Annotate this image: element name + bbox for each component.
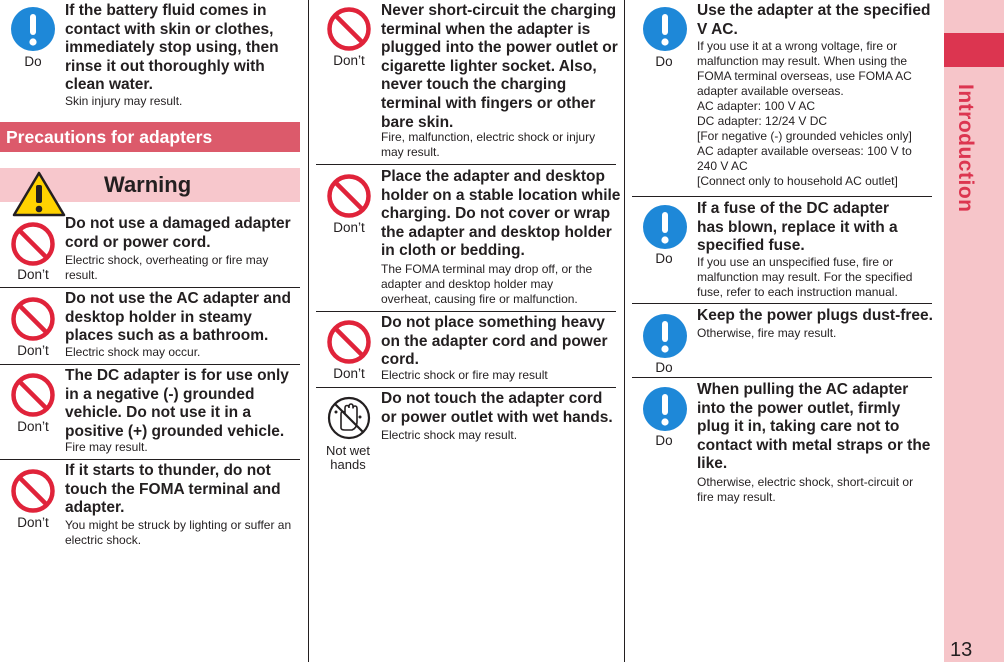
item-title: The DC adapter is for use only in a negative (-) grounded vehicle. Do not use it in a positive (+) grounded vehicle.	[65, 367, 289, 440]
item-title: Keep the power plugs dust-free.	[697, 307, 933, 324]
do-icon	[642, 313, 688, 359]
do-icon	[642, 6, 688, 52]
dont-label: Don’t	[17, 267, 49, 282]
do-label: Do	[655, 251, 673, 266]
prohibited-icon	[10, 372, 56, 418]
divider	[0, 459, 300, 460]
prohibited-icon	[326, 173, 372, 219]
side-tab-label: Introduction	[954, 84, 977, 213]
dont-label: Don’t	[17, 515, 49, 530]
item-body: Otherwise, fire may result.	[697, 326, 837, 340]
do-icon	[642, 386, 688, 432]
do-label: Do	[655, 54, 673, 69]
item-body: Electric shock may result.	[381, 428, 518, 442]
item-title: Place the adapter and desktop holder on a stable location while charging. Do not cover or wrap the adapter and desktop holder in cloth or bedding.	[381, 168, 621, 260]
item-title: If a fuse of the DC adapter has blown, replace it with a specified fuse.	[697, 200, 898, 255]
item-body: Electric shock, overheating or fire may result.	[65, 253, 269, 282]
item-title: Do not place something heavy on the adapter cord and power cord.	[381, 314, 608, 369]
item-body: Electric shock or fire may result	[381, 368, 548, 382]
item-body: If you use an unspecified fuse, fire or malfunction may result. For the specified fuse, refer to each instruction manual.	[697, 255, 913, 299]
warning-triangle-icon	[12, 171, 66, 217]
do-label: Do	[655, 360, 673, 375]
warning-label: Warning	[104, 172, 192, 197]
prohibited-icon	[326, 319, 372, 365]
prohibited-icon	[10, 296, 56, 342]
item-title: If it starts to thunder, do not touch the FOMA terminal and adapter.	[65, 462, 281, 517]
item-body: You might be struck by lighting or suffer an electric shock.	[65, 518, 292, 547]
item-body: Otherwise, electric shock, short-circuit or fire may result.	[697, 475, 914, 504]
dont-label: Don’t	[17, 343, 49, 358]
item-title: Do not touch the adapter cord or power outlet with wet hands.	[381, 390, 613, 426]
no-wet-hands-icon	[326, 395, 372, 441]
item-title: Do not use a damaged adapter cord or power cord.	[65, 215, 291, 251]
dont-label: Don’t	[17, 419, 49, 434]
dont-label: Don’t	[333, 366, 365, 381]
do-icon	[642, 204, 688, 250]
prohibited-icon	[326, 6, 372, 52]
do-label: Do	[24, 54, 42, 69]
item-body: If you use it at a wrong voltage, fire or malfunction may result. When using the FOMA terminal overseas, use FOMA AC adapter available overseas. AC adapter: 100 V AC DC adapter: 12/24 V DC [For negative (-) grounded vehicles only] AC adapter available overseas: 100 V to 240 V AC [Connect only to household AC outlet]	[697, 39, 912, 188]
not-wet-hands-label: Not wet hands	[325, 443, 371, 473]
prohibited-icon	[10, 468, 56, 514]
item-body: Skin injury may result.	[65, 94, 183, 108]
dont-label: Don’t	[333, 53, 365, 68]
item-title: Use the adapter at the specified V AC.	[697, 2, 931, 38]
item-title: When pulling the AC adapter into the power outlet, firmly plug it in, taking care not to contact with metal straps or the like.	[697, 381, 931, 473]
do-icon	[10, 6, 56, 52]
item-title: If the battery fluid comes in contact with skin or clothes, immediately stop using, then rinse it out thoroughly with clean water.	[65, 2, 279, 94]
item-title: Never short-circuit the charging terminal when the adapter is plugged into the power outlet or cigarette lighter socket. Also, never touch the charging terminal with fingers or other bare skin.	[381, 2, 618, 131]
item-body: Fire may result.	[65, 440, 148, 454]
page-number: 13	[950, 639, 973, 661]
section-heading: Precautions for adapters	[0, 122, 300, 152]
item-body: Electric shock may occur.	[65, 345, 201, 359]
divider	[316, 164, 616, 165]
item-body: The FOMA terminal may drop off, or the adapter and desktop holder may overheat, causing fire or malfunction.	[381, 262, 593, 306]
dont-label: Don’t	[333, 220, 365, 235]
column-divider	[624, 0, 625, 662]
do-label: Do	[655, 433, 673, 448]
divider	[316, 311, 616, 312]
prohibited-icon	[10, 221, 56, 267]
divider	[0, 287, 300, 288]
column-divider	[308, 0, 309, 662]
divider	[316, 387, 616, 388]
side-tab-marker	[944, 33, 1004, 67]
divider	[0, 364, 300, 365]
divider	[632, 377, 932, 378]
item-body: Fire, malfunction, electric shock or injury may result.	[381, 130, 596, 159]
divider	[632, 303, 932, 304]
item-title: Do not use the AC adapter and desktop holder in steamy places such as a bathroom.	[65, 290, 291, 345]
divider	[632, 196, 932, 197]
